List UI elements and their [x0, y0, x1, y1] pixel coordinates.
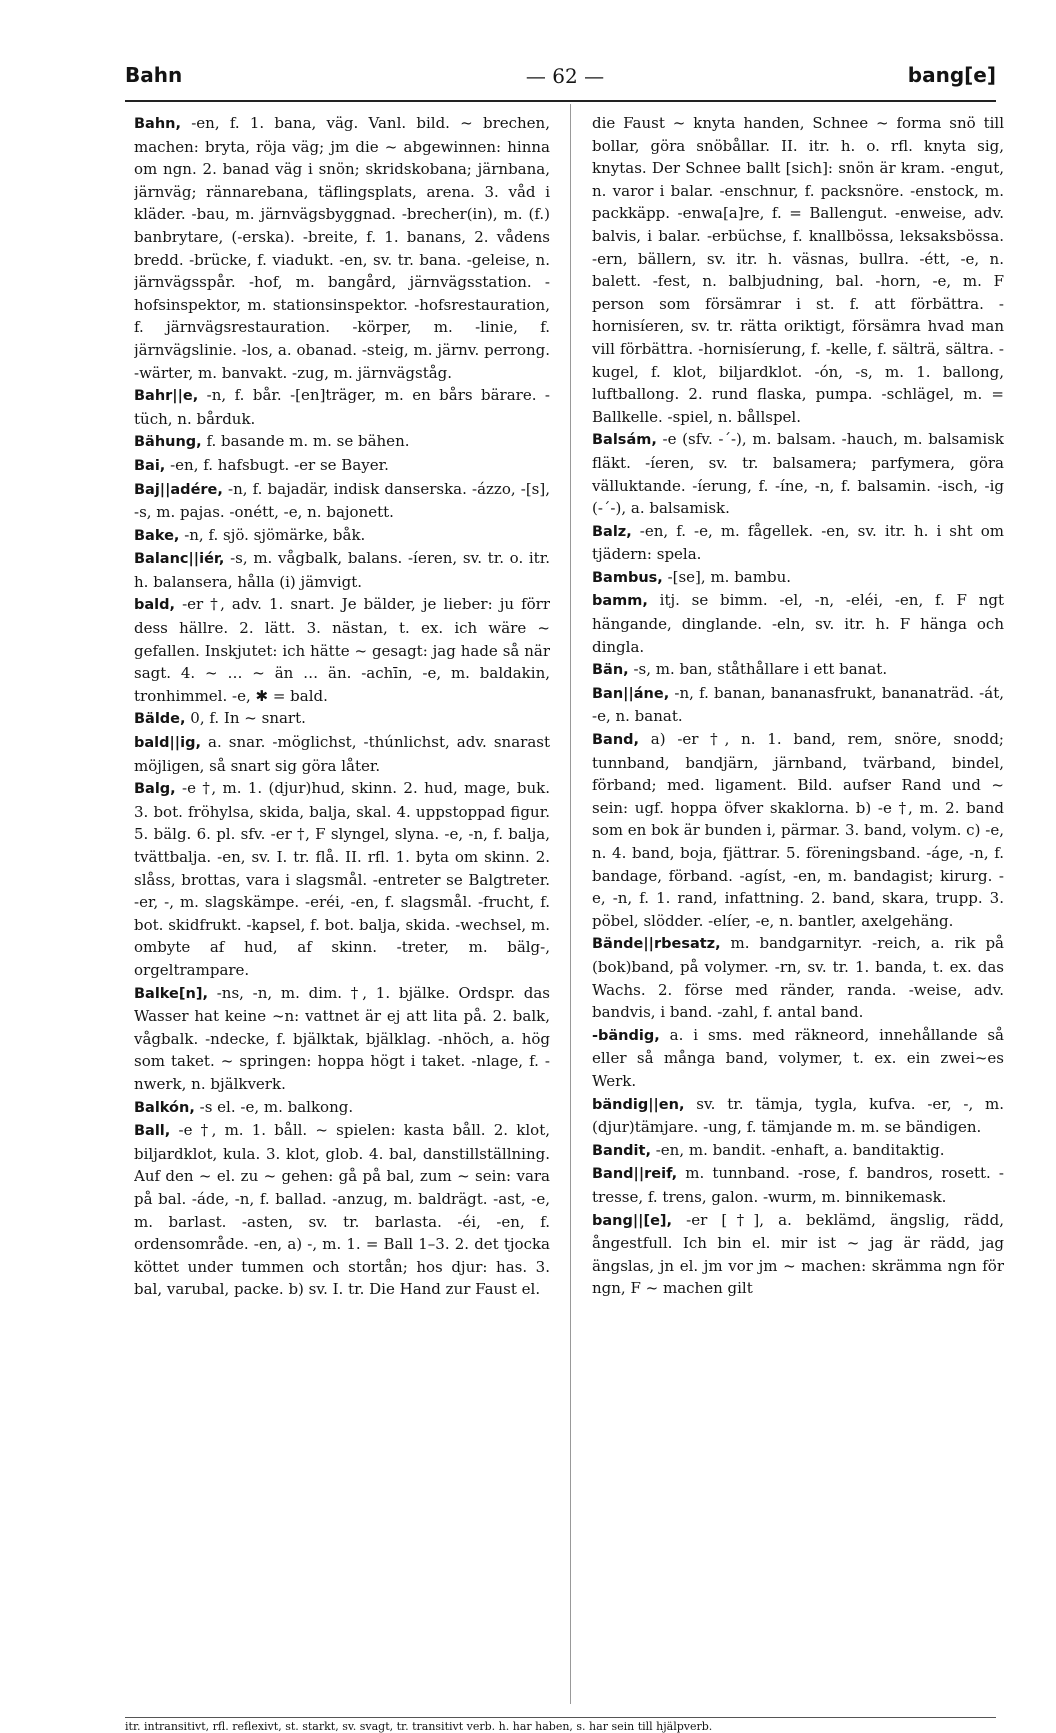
entry-definition: -s, m. vågbalk, balans. -íeren, sv. tr. o. itr. h. balansera, hålla (i) jämvigt.: [134, 549, 550, 591]
dictionary-entry: [134, 524, 550, 548]
entry-headword: Bahr||e,: [134, 388, 199, 405]
entry-headword: bang||[e],: [592, 1212, 673, 1229]
column-divider: [570, 104, 571, 1704]
entry-headword: Band,: [592, 732, 640, 749]
dictionary-entry: [134, 112, 550, 384]
entry-definition: die Faust ~ knyta handen, Schnee ~ forma snö till bollar, göra snöbållar. II. itr. h. o. rfl. knyta sig, knytas. Der Schnee ballt [sich]: snön är kram. -engut, n. varor i balar. -enschnur, f. packsnöre. -enstock, m. packkäpp. -enwa[a]re, f. = Ballengut. -enweise, adv. balvis, i balar. -erbüchse, f. knallbössa, leksaksbössa. -ern, bällern, sv. itr. h. väsnas, bullra. -étt, -e, n. balett. -fest, n. balbjudning, bal. -horn, -e, m. F person som försämrar i st. f. att förbättra. -hornisíeren, sv. tr. rätta oriktigt, försämra hvad man vill förbättra. -hornisíerung, f. -kelle, f. sälträ, sältra. -kugel, f. klot, biljardklot. -ón, -s, m. 1. ballong, luftballong. 2. rund flaska, pumpa. -schlägel, m. = Ballkelle. -spiel, n. bållspel.: [592, 114, 1004, 426]
entry-definition: -n, f. bajadär, indisk danserska. -ázzo, -[s], -s, m. pajas. -onétt, -e, n. bajonett.: [134, 479, 550, 522]
page-header: [125, 63, 996, 97]
entry-headword: Baj||adére,: [134, 481, 223, 498]
dictionary-entry: [592, 682, 1004, 728]
dictionary-entry: [592, 566, 1004, 590]
entry-definition: -er [†], a. beklämd, ängslig, rädd, ångestfull. Ich bin el. mir ist ~ jag är rädd, jag ängslas, jn el. jm vor jm ~ machen: skrämma ngn för ngn, F ~ machen gilt: [592, 1210, 1004, 1298]
dictionary-entry: [592, 728, 1004, 932]
entry-headword: Bähung,: [134, 434, 202, 451]
entry-definition: -en, f. 1. bana, väg. Vanl. bild. ~ brechen, machen: bryta, röja väg; jm die ~ abgewinnen: hinna om ngn. 2. banad väg i snön; skridskobana; järnbana, järnväg; rännarebana, täflingsplats, arena. 3. våd i kläder. -bau, m. järnvägsbyggnad. -brecher(in), m. (f.) banbrytare, (-erska). -breite, f. 1. banans, 2. vådens bredd. -brücke, f. viadukt. -en, sv. tr. bana. -geleise, n. järnvägsspår. -hof, m. bangård, järnvägsstation. -hofsinspektor, m. stationsinspektor. -hofsrestauration, f. järnvägsrestauration. -körper, m. -linie, f. järnvägslinie. -los, a. obanad. -steig, m. järnv. perrong. -wärter, m. banvakt. -zug, m. järnvägståg.: [134, 114, 550, 382]
entry-definition: -s el. -e, m. balkong.: [194, 1097, 354, 1116]
entry-definition: -e (sfv. -´-), m. balsam. -hauch, m. balsamisk fläkt. -íeren, sv. tr. balsamera; parfymera, göra välluktande. -íerung, f. -íne, -n, f. balsamin. -isch, -ig (-´-), a. balsamisk.: [592, 430, 1004, 518]
dictionary-entry: [592, 1209, 1004, 1300]
entry-headword: Balke[n],: [134, 985, 208, 1002]
dictionary-entry: [592, 428, 1004, 519]
entry-definition: -e †, m. 1. (djur)hud, skinn. 2. hud, mage, buk. 3. bot. fröhylsa, skida, balja, skal. 4. uppstoppad figur. 5. bälg. 6. pl. sfv. -er †, F slyngel, slyna. -e, -n, f. balja, tvättbalja. -en, sv. I. tr. flå. II. rfl. 1. byta om skinn. 2. slåss, brottas, vara i slagsmål. -entreter se Balgtreter. -er, -, m. slagskämpe. -eréi, -en, f. slagsmål. -frucht, f. bot. skidfrukt. -kapsel, f. bot. balja, skida. -wechsel, m. ombyte af hud, af skinn. -treter, m. bälg-, orgeltrampare.: [134, 779, 550, 979]
dictionary-entry: [592, 1139, 1004, 1163]
dictionary-entry: [134, 384, 550, 430]
entry-definition: -ns, -n, m. dim. †, 1. bjälke. Ordspr. das Wasser hat keine ~n: vattnet är ej att lita på. 2. balk, vågbalk. -ndecke, f. bjälktak, bjälklag. -nhöch, a. hög som taket. ~ springen: hoppa högt i taket. -nlage, f. -nwerk, n. bjälkverk.: [134, 983, 550, 1093]
entry-headword: bald||ig,: [134, 735, 201, 752]
entry-headword: bändig||en,: [592, 1096, 685, 1113]
entry-definition: -n, f. bår. -[en]träger, m. en bårs bärare. -tüch, n. bårduk.: [134, 386, 550, 428]
entry-headword: Balkón,: [134, 1099, 195, 1116]
entry-definition: -n, f. sjö. sjömärke, båk.: [179, 525, 366, 544]
entry-definition: m. tunnband. -rose, f. bandros, rosett. -tresse, f. trens, galon. -wurm, m. binnikemask.: [592, 1164, 1004, 1206]
dictionary-entry: [134, 982, 550, 1096]
entry-headword: Bände||rbesatz,: [592, 936, 721, 953]
entry-headword: Bahn,: [134, 116, 181, 132]
entry-definition: -er †, adv. 1. snart. Je bälder, je lieber: ju förr dess hällre. 2. lätt. 3. nästan, t. ex. ich wäre ~ gefallen. Inskjutet: ich hätte ~ gesagt: jag hade så när sagt. 4. ~ … ~ än … än. -achīn, -e, m. baldakin, tronhimmel. -e, ✱ = bald.: [134, 595, 550, 705]
left-column: [134, 112, 550, 1712]
entry-headword: bamm,: [592, 593, 648, 610]
dictionary-entry: [134, 454, 550, 478]
entry-headword: -bändig,: [592, 1027, 660, 1044]
entry-definition: -en, m. bandit. -enhaft, a. banditaktig.: [650, 1140, 945, 1159]
entry-headword: bald,: [134, 597, 176, 614]
entry-definition: a) -er †, n. 1. band, rem, snöre, snodd; tunnband, bandjärn, järnband, tvärband, bindel, förband; med. ligament. Bild. aufser Rand und ~ sein: ugf. hoppa öfver skaklorna. b) -e †, m. 2. band som en bok är bunden i, pärmar. 3. band, volym. c) -e, n. 4. band, boja, fjättrar. 5. föreningsband. -áge, -n, f. bandage, förband. -agíst, -en, m. bandagist; kirurg. -e, -n, f. 1. rand, infattning. 2. band, skara, trupp. 3. pöbel, slödder. -elíer, -e, n. bantler, axelgehäng.: [592, 730, 1004, 930]
dictionary-entry: [134, 1119, 550, 1301]
dictionary-entry: [592, 1162, 1004, 1208]
entry-definition: m. bandgarnityr. -reich, a. rik på (bok)band, på volymer. -rn, sv. tr. 1. banda, t. ex. das Wachs. 2. förse med ränder, randa. -weise, adv. bandvis, i band. -zahl, f. antal band.: [592, 934, 1004, 1022]
entry-definition: itj. se bimm. -el, -n, -eléi, -en, f. F ngt hängande, dinglande. -eln, sv. itr. h. F hänga och dingla.: [592, 591, 1004, 656]
entry-headword: Balsám,: [592, 432, 657, 449]
footer-rule: [125, 1717, 996, 1718]
dictionary-entry: [134, 1096, 550, 1120]
entry-headword: Bake,: [134, 527, 180, 544]
dictionary-entry: [134, 478, 550, 524]
entry-definition: a. i sms. med räkneord, innehållande så eller så många band, volymer, t. ex. ein zwei~es Werk.: [592, 1025, 1004, 1090]
entry-headword: Bän,: [592, 662, 629, 679]
right-column: [592, 112, 1004, 1712]
entry-definition: f. basande m. m. se bähen.: [201, 432, 410, 451]
dictionary-entry: [134, 547, 550, 593]
entry-definition: sv. tr. tämja, tygla, kufva. -er, -, m. (djur)tämjare. -ung, f. tämjande m. m. se bändigen.: [592, 1094, 1004, 1137]
header-rule: [125, 100, 996, 102]
dictionary-entry: [592, 1024, 1004, 1093]
dictionary-entry: [592, 112, 1004, 428]
abbreviation-footer: itr. intransitivt, rfl. reflexivt, st. starkt, sv. svagt, tr. transitivt verb. h. har haben, s. har sein till hjälpverb.: [125, 1720, 713, 1733]
entry-definition: -n, f. banan, bananasfrukt, bananaträd. -át, -e, n. banat.: [592, 683, 1004, 726]
dictionary-entry: [134, 707, 550, 731]
entry-definition: 0, f. In ~ snart.: [185, 709, 306, 728]
dictionary-entry: [592, 1093, 1004, 1139]
entry-headword: Band||reif,: [592, 1166, 678, 1183]
entry-headword: Bai,: [134, 457, 166, 474]
entry-definition: -e †, m. 1. båll. ~ spielen: kasta båll. 2. klot, biljardklot, kula. 3. klot, glob. 4. bal, danstillställning. Auf den ~ el. zu ~ gehen: gå på bal, zum ~ sein: vara på bal. -áde, -n, f. ballad. -anzug, m. baldrägt. -ast, -e, m. barlast. -asten, sv. tr. barlasta. -éi, -en, f. ordensområde. -en, a) -, m. 1. = Ball 1–3. 2. det tjocka köttet under tummen och stortån; hos djur: has. 3. bal, varubal, packe. b) sv. I. tr. Die Hand zur Faust el.: [134, 1121, 550, 1299]
page-number: — 62 —: [525, 64, 605, 88]
entry-headword: Balanc||iér,: [134, 551, 225, 568]
entry-headword: Bälde,: [134, 711, 186, 728]
dictionary-entry: [592, 658, 1004, 682]
dictionary-entry: [592, 932, 1004, 1023]
entry-definition: -en, f. hafsbugt. -er se Bayer.: [165, 455, 389, 474]
dictionary-entry: [134, 593, 550, 707]
entry-headword: Bandit,: [592, 1142, 651, 1159]
entry-headword: Bambus,: [592, 569, 663, 586]
entry-headword: Ban||áne,: [592, 685, 670, 702]
dictionary-entry: [592, 520, 1004, 566]
dictionary-entry: [134, 777, 550, 981]
dictionary-entry: [134, 731, 550, 777]
entry-headword: Balg,: [134, 781, 176, 798]
entry-headword: Balz,: [592, 523, 632, 540]
entry-definition: -[se], m. bambu.: [662, 567, 792, 586]
entry-definition: -s, m. ban, ståthållare i ett banat.: [628, 660, 888, 679]
dictionary-entry: [592, 589, 1004, 658]
header-left-guide-word: Bahn: [125, 63, 183, 87]
entry-definition: a. snar. -möglichst, -thúnlichst, adv. snarast möjligen, så snart sig göra låter.: [134, 733, 550, 775]
dictionary-entry: [134, 430, 550, 454]
entry-headword: Ball,: [134, 1123, 171, 1140]
entry-definition: -en, f. -e, m. fågellek. -en, sv. itr. h. i sht om tjädern: spela.: [592, 521, 1004, 564]
header-right-guide-word: bang[e]: [907, 63, 996, 87]
